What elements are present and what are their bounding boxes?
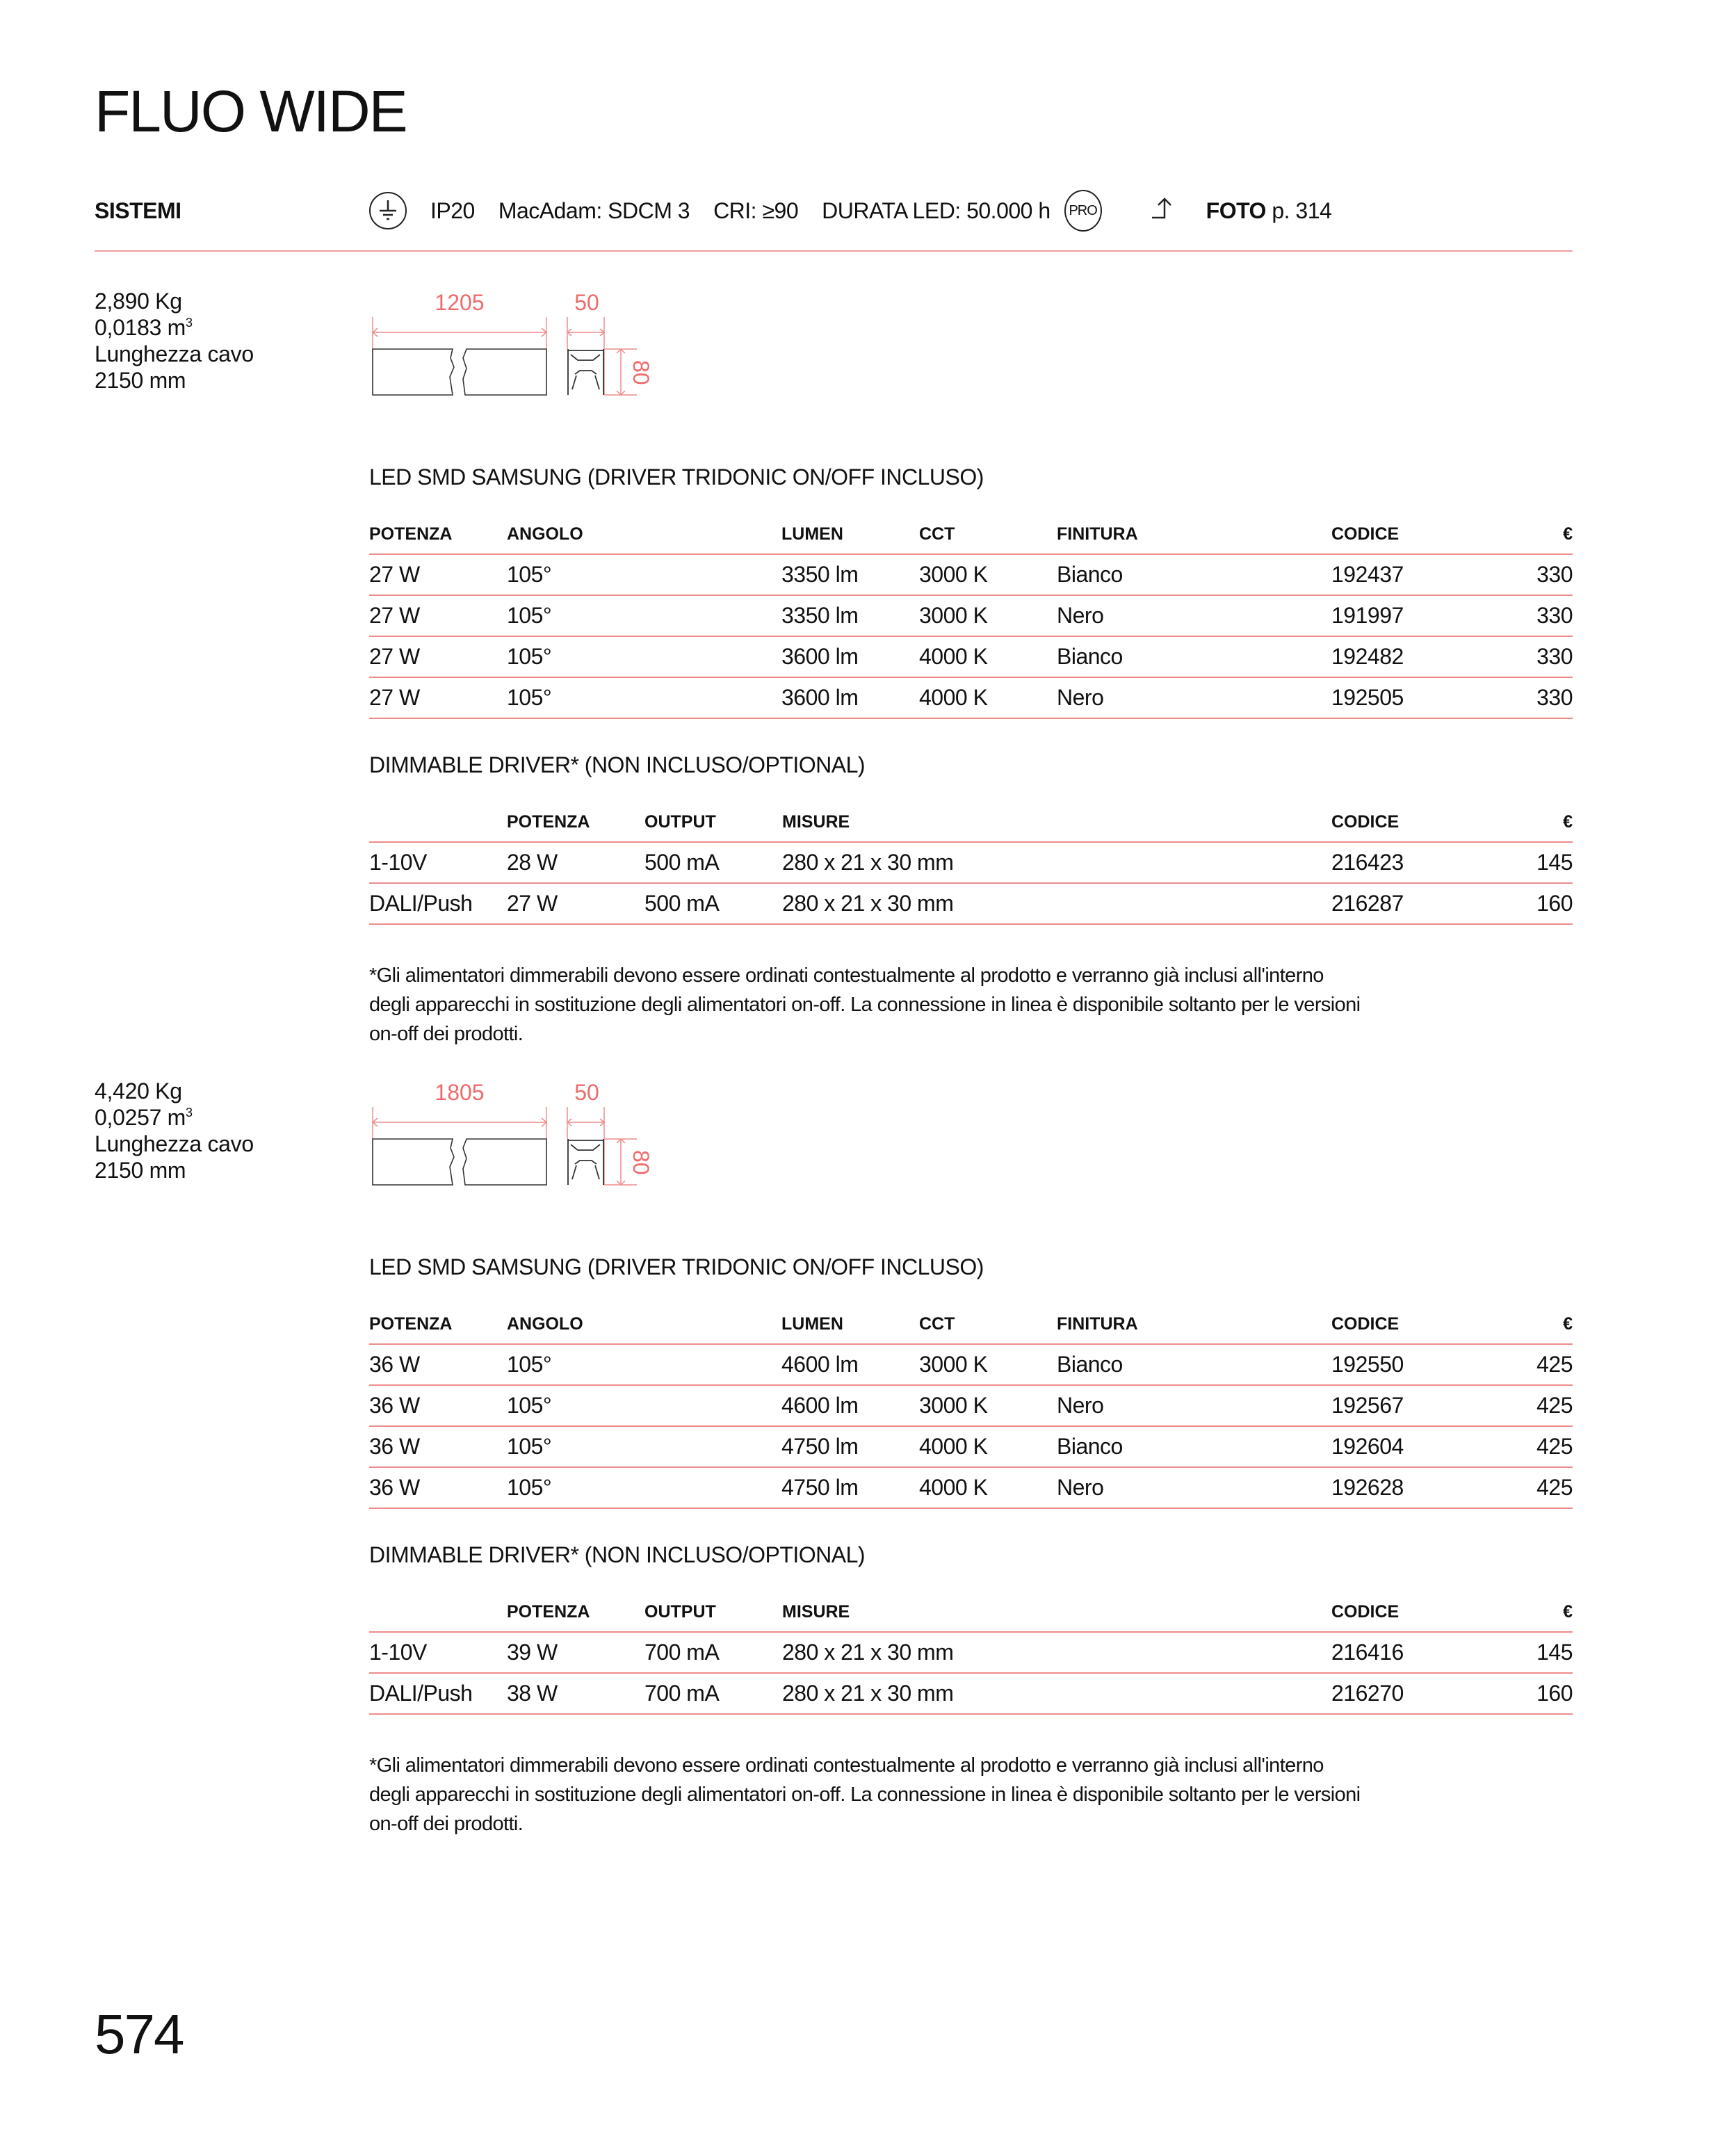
- length-dimension: 1805: [435, 1080, 485, 1105]
- table-cell: 192437: [1331, 554, 1469, 595]
- width-dimension: 50: [574, 290, 599, 315]
- ip-rating: IP20: [430, 197, 475, 223]
- length-dimension: 1205: [435, 290, 485, 315]
- table-cell: 280 x 21 x 30 mm: [782, 1632, 1331, 1673]
- col-potenza: POTENZA: [369, 515, 507, 554]
- width-dimension: 50: [574, 1080, 599, 1105]
- cable-length: 2150 mm: [95, 1158, 186, 1183]
- led-spec-table: [369, 1304, 1573, 1509]
- table-cell: 160: [1469, 883, 1573, 924]
- table-cell: 4000 K: [919, 636, 1057, 677]
- driver-table-title: DIMMABLE DRIVER* (NON INCLUSO/OPTIONAL): [369, 752, 866, 777]
- table-cell: 216423: [1331, 842, 1469, 883]
- table-cell: 27 W: [369, 595, 507, 636]
- table-cell: 3350 lm: [781, 554, 919, 595]
- led-spec-table: [369, 515, 1573, 719]
- table-cell: 191997: [1331, 595, 1469, 636]
- weight: 4,420 Kg: [95, 1078, 182, 1104]
- photo-page: p. 314: [1272, 197, 1332, 223]
- table-cell: 145: [1469, 1632, 1573, 1673]
- table-cell: 192505: [1331, 677, 1469, 718]
- col-finitura: FINITURA: [1057, 1304, 1331, 1344]
- table-cell: Bianco: [1057, 554, 1331, 595]
- col-prezzo: €: [1469, 1304, 1573, 1344]
- table-row: [369, 1385, 1573, 1426]
- protective-earth-icon: [369, 192, 407, 229]
- table-cell: 4000 K: [919, 677, 1057, 718]
- table-cell: 36 W: [369, 1344, 507, 1385]
- table-cell: 425: [1469, 1385, 1573, 1426]
- table-cell: 27 W: [369, 554, 507, 595]
- table-cell: Bianco: [1057, 1426, 1331, 1467]
- table-cell: 3600 lm: [781, 677, 919, 718]
- weight: 2,890 Kg: [95, 289, 182, 314]
- cri-spec: CRI: ≥90: [713, 197, 799, 223]
- table-cell: 280 x 21 x 30 mm: [782, 1673, 1331, 1714]
- col-codice: CODICE: [1331, 1592, 1469, 1632]
- arrow-up-icon: [1151, 195, 1178, 226]
- table-cell: 3000 K: [919, 1385, 1057, 1426]
- table-cell: 105°: [507, 1385, 781, 1426]
- table-cell: 330: [1469, 595, 1573, 636]
- table-cell: Bianco: [1057, 1344, 1331, 1385]
- table-cell: 3600 lm: [781, 636, 919, 677]
- col-codice: CODICE: [1331, 1304, 1469, 1344]
- table-cell: 38 W: [507, 1673, 644, 1714]
- table-row: [369, 842, 1573, 883]
- cable-label: Lunghezza cavo: [95, 341, 254, 366]
- col-finitura: FINITURA: [1057, 515, 1331, 554]
- photo-page-link[interactable]: [1206, 198, 1332, 224]
- col-angolo: ANGOLO: [507, 515, 781, 554]
- col-type: [369, 802, 507, 842]
- col-codice: CODICE: [1331, 515, 1469, 554]
- col-codice: CODICE: [1331, 802, 1469, 842]
- table-row: [369, 1426, 1573, 1467]
- photo-label: FOTO: [1206, 197, 1266, 223]
- col-output: OUTPUT: [644, 802, 782, 842]
- table-cell: 105°: [507, 677, 781, 718]
- table-cell: 105°: [507, 1467, 781, 1508]
- col-cct: CCT: [919, 515, 1057, 554]
- table-cell: 4000 K: [919, 1467, 1057, 1508]
- table-cell: Nero: [1057, 595, 1331, 636]
- table-cell: 4750 lm: [781, 1467, 919, 1508]
- table-cell: 105°: [507, 1426, 781, 1467]
- table-cell: 425: [1469, 1467, 1573, 1508]
- table-cell: DALI/Push: [369, 883, 507, 924]
- table-row: [369, 1344, 1573, 1385]
- col-lumen: LUMEN: [781, 515, 919, 554]
- height-dimension: 80: [628, 360, 654, 385]
- dimension-drawing: [369, 285, 675, 396]
- spec-bar: [369, 179, 1331, 242]
- table-cell: 36 W: [369, 1385, 507, 1426]
- table-cell: 27 W: [369, 677, 507, 718]
- table-cell: 145: [1469, 842, 1573, 883]
- table-cell: 36 W: [369, 1426, 507, 1467]
- table-cell: 192604: [1331, 1426, 1469, 1467]
- table-cell: 3000 K: [919, 554, 1057, 595]
- driver-spec-table: [369, 802, 1573, 925]
- cable-label: Lunghezza cavo: [95, 1131, 254, 1156]
- table-header-row: [369, 1592, 1573, 1632]
- table-cell: 425: [1469, 1426, 1573, 1467]
- table-cell: 700 mA: [644, 1673, 782, 1714]
- col-potenza: POTENZA: [507, 802, 644, 842]
- col-prezzo: €: [1469, 802, 1573, 842]
- volume: 0,0183 $m^3$: [95, 315, 193, 340]
- table-row: [369, 1673, 1573, 1714]
- volume: 0,0257 $m^3$: [95, 1105, 193, 1130]
- product-meta: [95, 288, 254, 394]
- table-row: [369, 554, 1573, 595]
- table-cell: DALI/Push: [369, 1673, 507, 1714]
- table-row: [369, 636, 1573, 677]
- driver-footnote: *Gli alimentatori dimmerabili devono essere ordinati contestualmente al prodotto e verranno già inclusi all'interno degli apparecchi in sostituzione degli alimentatori on-off. La connessione in linea è disponibile soltanto per le versioni on-off dei prodotti.: [369, 1754, 1361, 1835]
- table-cell: 3000 K: [919, 595, 1057, 636]
- col-prezzo: €: [1469, 515, 1573, 554]
- led-table-title: LED SMD SAMSUNG (DRIVER TRIDONIC ON/OFF INCLUSO): [369, 464, 984, 490]
- page-number: 574: [95, 2003, 184, 2065]
- led-lifetime-spec: DURATA LED: 50.000 h: [822, 197, 1050, 223]
- table-cell: Bianco: [1057, 636, 1331, 677]
- section-label: SISTEMI: [95, 198, 181, 223]
- table-cell: 192628: [1331, 1467, 1469, 1508]
- table-cell: 4600 lm: [781, 1344, 919, 1385]
- table-cell: 280 x 21 x 30 mm: [782, 842, 1331, 883]
- table-cell: 500 mA: [644, 883, 782, 924]
- product-meta: [95, 1078, 254, 1183]
- table-cell: 216287: [1331, 883, 1469, 924]
- col-potenza: POTENZA: [369, 1304, 507, 1344]
- led-table-title: LED SMD SAMSUNG (DRIVER TRIDONIC ON/OFF INCLUSO): [369, 1254, 984, 1279]
- table-cell: 105°: [507, 636, 781, 677]
- col-misure: MISURE: [782, 1592, 1331, 1632]
- col-cct: CCT: [919, 1304, 1057, 1344]
- table-header-row: [369, 515, 1573, 554]
- table-cell: 500 mA: [644, 842, 782, 883]
- table-header-row: [369, 1304, 1573, 1344]
- table-cell: 192482: [1331, 636, 1469, 677]
- table-cell: 192550: [1331, 1344, 1469, 1385]
- table-cell: 280 x 21 x 30 mm: [782, 883, 1331, 924]
- height-dimension: 80: [628, 1150, 654, 1175]
- col-potenza: POTENZA: [507, 1592, 644, 1632]
- table-row: [369, 883, 1573, 924]
- cable-length: 2150 mm: [95, 368, 186, 393]
- table-row: [369, 1632, 1573, 1673]
- page-title: FLUO WIDE: [95, 79, 407, 144]
- table-cell: 4000 K: [919, 1426, 1057, 1467]
- col-type: [369, 1592, 507, 1632]
- table-cell: 330: [1469, 554, 1573, 595]
- table-cell: 1-10V: [369, 1632, 507, 1673]
- table-cell: Nero: [1057, 677, 1331, 718]
- table-cell: 3350 lm: [781, 595, 919, 636]
- table-cell: 28 W: [507, 842, 644, 883]
- table-cell: 4750 lm: [781, 1426, 919, 1467]
- col-prezzo: €: [1469, 1592, 1573, 1632]
- driver-table-title: DIMMABLE DRIVER* (NON INCLUSO/OPTIONAL): [369, 1542, 866, 1567]
- table-cell: 27 W: [369, 636, 507, 677]
- table-cell: 216416: [1331, 1632, 1469, 1673]
- table-cell: 330: [1469, 636, 1573, 677]
- col-output: OUTPUT: [644, 1592, 782, 1632]
- table-cell: 105°: [507, 554, 781, 595]
- table-cell: 27 W: [507, 883, 644, 924]
- table-cell: 1-10V: [369, 842, 507, 883]
- table-cell: 216270: [1331, 1673, 1469, 1714]
- driver-footnote: *Gli alimentatori dimmerabili devono essere ordinati contestualmente al prodotto e verranno già inclusi all'interno degli apparecchi in sostituzione degli alimentatori on-off. La connessione in linea è disponibile soltanto per le versioni on-off dei prodotti.: [369, 964, 1361, 1045]
- table-cell: 4600 lm: [781, 1385, 919, 1426]
- table-cell: 192567: [1331, 1385, 1469, 1426]
- table-cell: 3000 K: [919, 1344, 1057, 1385]
- col-lumen: LUMEN: [781, 1304, 919, 1344]
- table-cell: Nero: [1057, 1467, 1331, 1508]
- table-cell: 105°: [507, 595, 781, 636]
- dimension-drawing: [369, 1075, 675, 1186]
- driver-spec-table: [369, 1592, 1573, 1715]
- table-cell: Nero: [1057, 1385, 1331, 1426]
- table-header-row: [369, 802, 1573, 842]
- table-cell: 36 W: [369, 1467, 507, 1508]
- col-misure: MISURE: [782, 802, 1331, 842]
- table-cell: 160: [1469, 1673, 1573, 1714]
- table-cell: 105°: [507, 1344, 781, 1385]
- header-divider: [95, 250, 1573, 252]
- table-cell: 700 mA: [644, 1632, 782, 1673]
- macadam-spec: MacAdam: SDCM 3: [498, 197, 690, 223]
- pro-badge-icon: [1064, 190, 1102, 232]
- table-row: [369, 595, 1573, 636]
- pro-badge-label: PRO: [1069, 202, 1097, 218]
- table-cell: 425: [1469, 1344, 1573, 1385]
- table-cell: 39 W: [507, 1632, 644, 1673]
- col-angolo: ANGOLO: [507, 1304, 781, 1344]
- table-row: [369, 677, 1573, 718]
- table-row: [369, 1467, 1573, 1508]
- table-cell: 330: [1469, 677, 1573, 718]
